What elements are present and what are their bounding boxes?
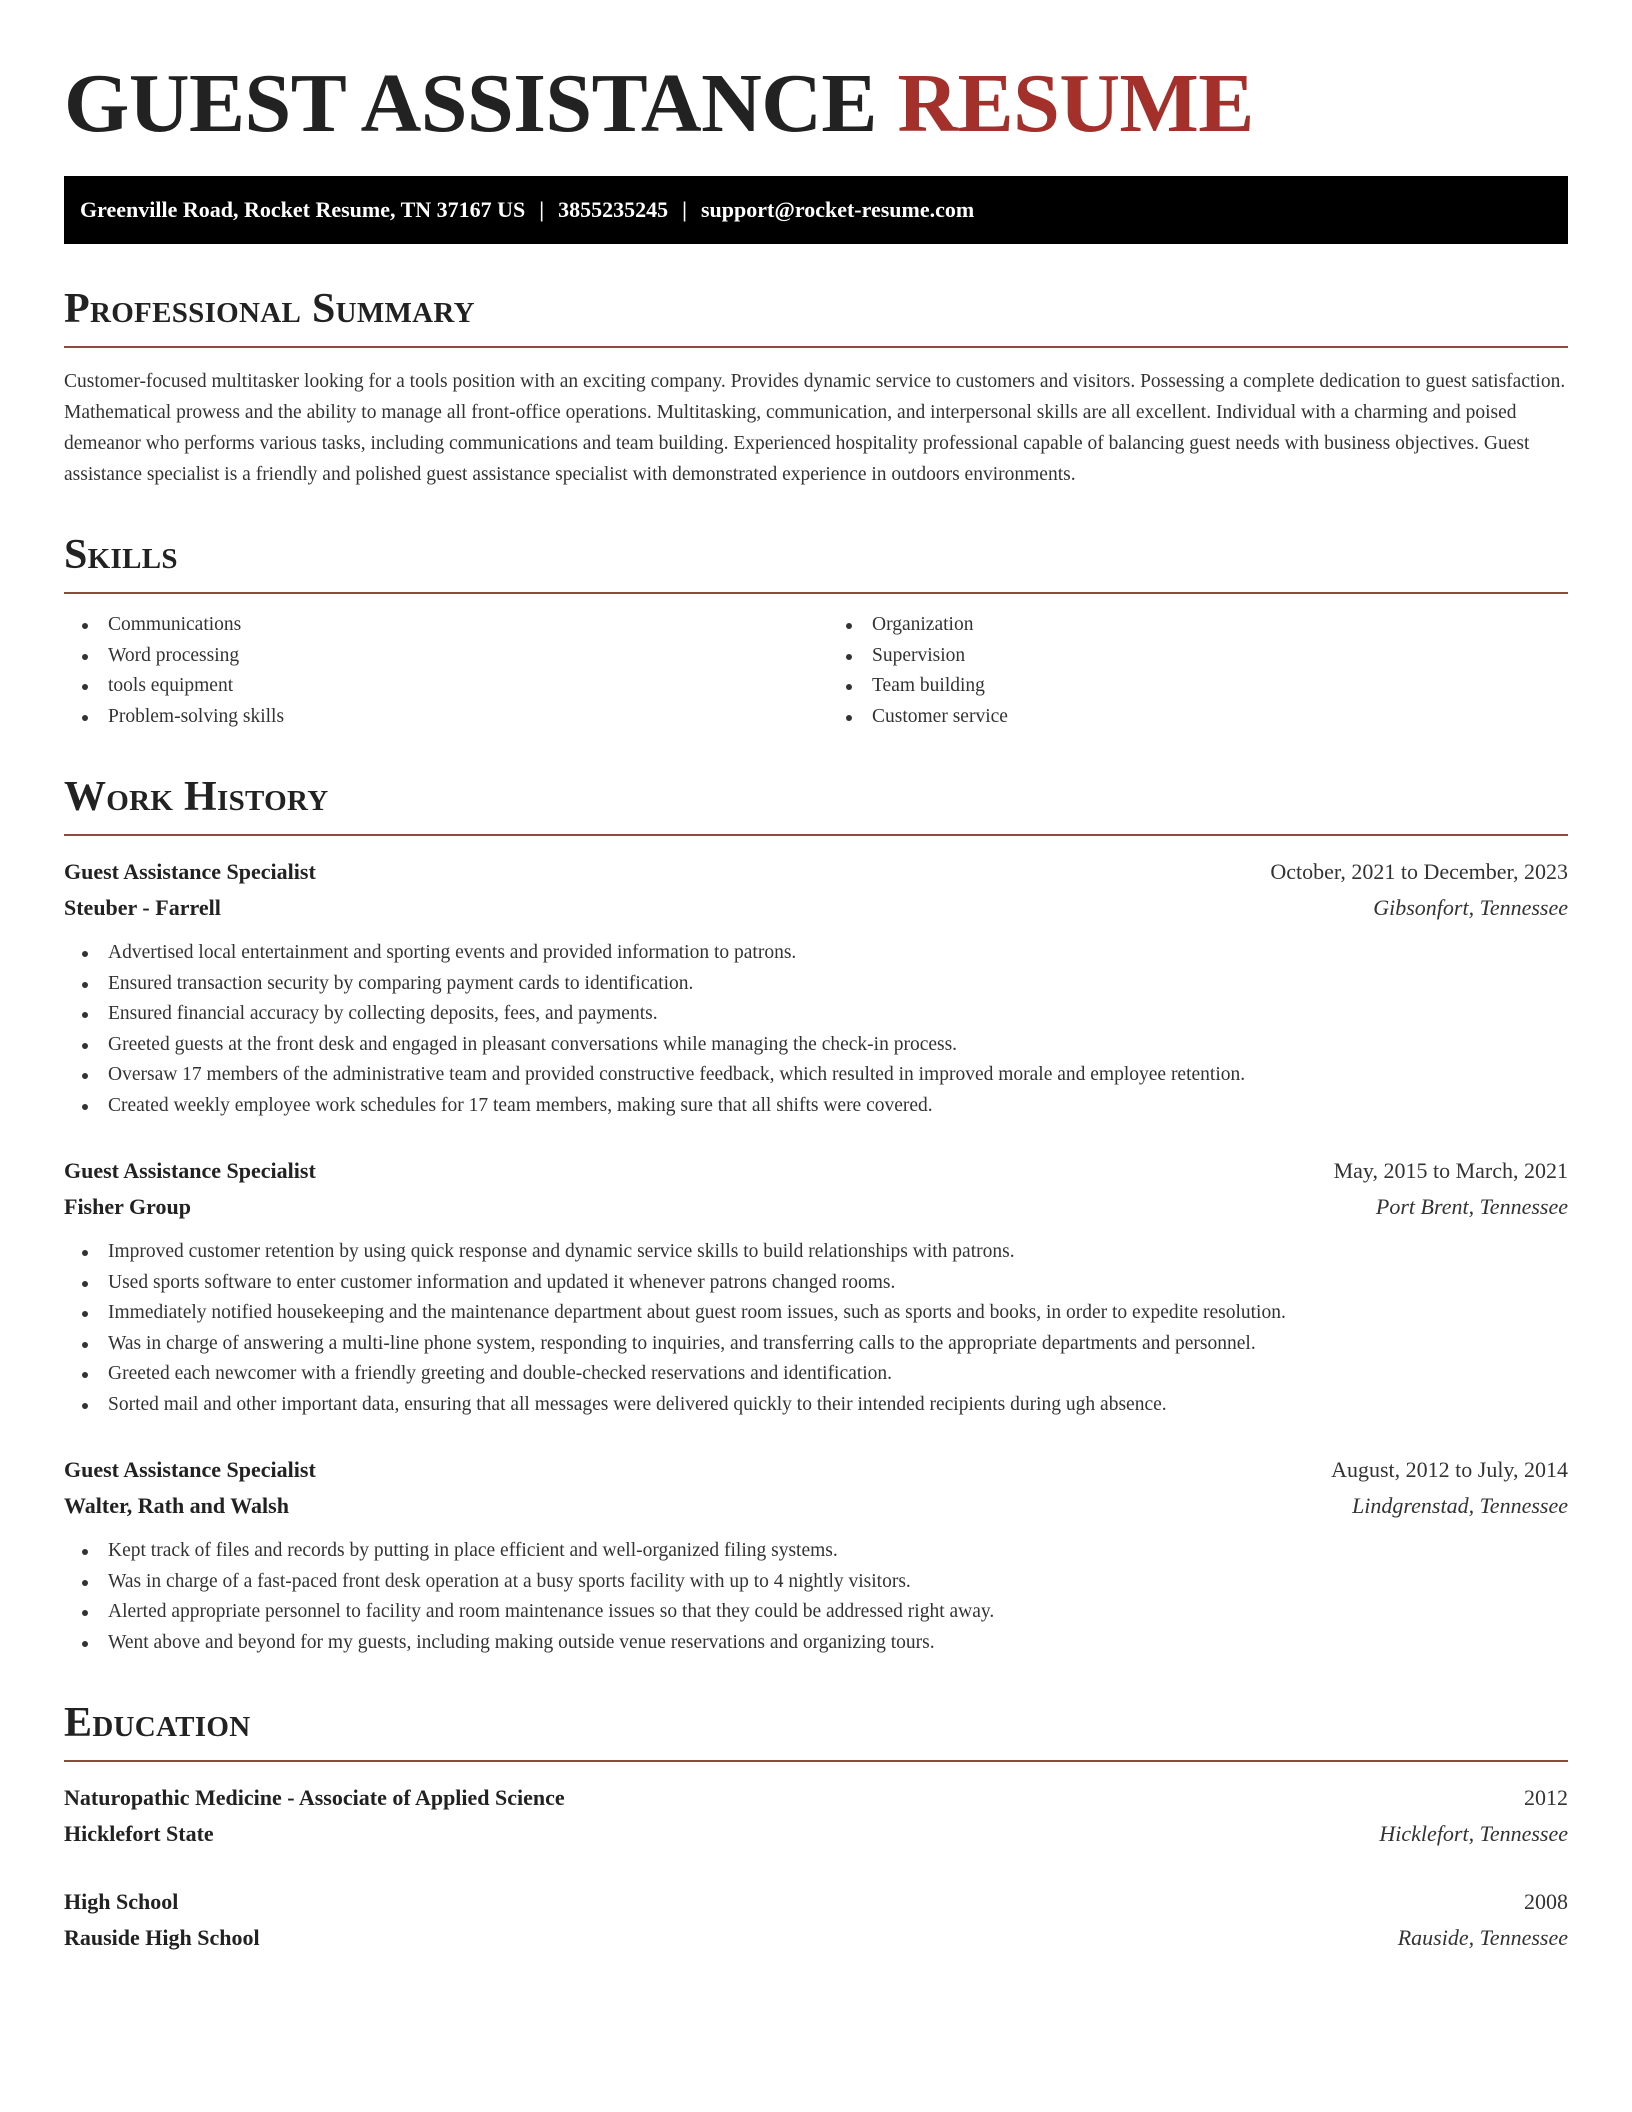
education-degree: High School [64, 1889, 179, 1914]
education-header-row [64, 1884, 1568, 1920]
job-bullet: Oversaw 17 members of the administrative team and provided constructive feedback, which resulted in improved morale and employee retention. [108, 1060, 1568, 1091]
job-bullet: Kept track of files and records by putting in place efficient and well-organized filing systems. [108, 1536, 1568, 1567]
job-entry [64, 1153, 1568, 1420]
skill-item: tools equipment [108, 671, 816, 702]
contact-separator: | [539, 197, 545, 222]
education-location: Hicklefort, Tennessee [1379, 1821, 1568, 1846]
job-header-row [64, 854, 1568, 890]
title-accent: RESUME [897, 57, 1254, 150]
work-history-section [64, 774, 1568, 1658]
education-school: Hicklefort State [64, 1821, 214, 1846]
job-dates: May, 2015 to March, 2021 [1333, 1158, 1568, 1183]
skill-item: Communications [108, 610, 816, 641]
job-title: Guest Assistance Specialist [64, 1158, 316, 1183]
summary-heading: Professional Summary [64, 286, 475, 332]
contact-address: Greenville Road, Rocket Resume, TN 37167 US [80, 197, 526, 222]
education-school-row [64, 1920, 1568, 1956]
job-location: Lindgrenstad, Tennessee [1352, 1493, 1568, 1518]
section-divider [64, 834, 1568, 836]
job-bullets [64, 938, 1568, 1121]
job-dates: August, 2012 to July, 2014 [1331, 1457, 1568, 1482]
job-bullet: Ensured transaction security by comparing payment cards to identification. [108, 969, 1568, 1000]
resume-title [64, 56, 1568, 166]
summary-text: Customer-focused multitasker looking for a tools position with an exciting company. Provides dynamic service to customers and visitors. Possessing a complete dedication to guest satisfaction. Mathematical prowess and the ability to manage all front-office operations. Multitasking, communication, and interpersonal skills are all excellent. Individual with a charming and poised demeanor who performs various tasks, including communications and team building. Experienced hospitality professional capable of balancing guest needs with business objectives. Guest assistance specialist is a friendly and polished guest assistance specialist with demonstrated experience in outdoors environments. [64, 371, 1566, 485]
job-title: Guest Assistance Specialist [64, 1457, 316, 1482]
job-company-row [64, 1189, 1568, 1225]
job-bullet: Was in charge of a fast-paced front desk operation at a busy sports facility with up to 4 nightly visitors. [108, 1567, 1568, 1598]
skills-grid [64, 610, 1568, 732]
skill-item: Supervision [872, 641, 1568, 672]
section-divider [64, 592, 1568, 594]
job-bullet: Created weekly employee work schedules for 17 team members, making sure that all shifts were covered. [108, 1091, 1568, 1122]
job-bullet: Ensured financial accuracy by collecting deposits, fees, and payments. [108, 999, 1568, 1030]
education-section [64, 1700, 1568, 1956]
education-entry [64, 1884, 1568, 1956]
education-degree: Naturopathic Medicine - Associate of Applied Science [64, 1785, 565, 1810]
job-company-row [64, 890, 1568, 926]
contact-phone: 3855235245 [558, 197, 669, 222]
job-bullet: Alerted appropriate personnel to facility and room maintenance issues so that they could be addressed right away. [108, 1597, 1568, 1628]
job-bullet: Immediately notified housekeeping and the maintenance department about guest room issues, such as sports and books, in order to expedite resolution. [108, 1298, 1568, 1329]
job-bullet: Advertised local entertainment and sporting events and provided information to patrons. [108, 938, 1568, 969]
job-entry [64, 1452, 1568, 1658]
education-heading: Education [64, 1700, 251, 1746]
skill-item: Problem-solving skills [108, 702, 816, 733]
job-header-row [64, 1153, 1568, 1189]
skill-item: Word processing [108, 641, 816, 672]
skill-item: Team building [872, 671, 1568, 702]
job-company-row [64, 1488, 1568, 1524]
job-bullet: Was in charge of answering a multi-line phone system, responding to inquiries, and transferring calls to the appropriate departments and personnel. [108, 1329, 1568, 1360]
job-bullets [64, 1237, 1568, 1420]
education-school: Rauside High School [64, 1925, 260, 1950]
job-bullet: Greeted guests at the front desk and engaged in pleasant conversations while managing the check-in process. [108, 1030, 1568, 1061]
job-bullet: Improved customer retention by using quick response and dynamic service skills to build relationships with patrons. [108, 1237, 1568, 1268]
title-main: GUEST ASSISTANCE [64, 57, 877, 150]
summary-section [64, 286, 1568, 490]
job-bullet: Greeted each newcomer with a friendly greeting and double-checked reservations and identification. [108, 1359, 1568, 1390]
education-header-row [64, 1780, 1568, 1816]
job-bullet: Used sports software to enter customer information and updated it whenever patrons changed rooms. [108, 1268, 1568, 1299]
skills-list-right [816, 610, 1568, 732]
job-bullet: Went above and beyond for my guests, including making outside venue reservations and organizing tours. [108, 1628, 1568, 1659]
contact-bar [64, 176, 1568, 244]
job-company: Walter, Rath and Walsh [64, 1493, 289, 1518]
education-location: Rauside, Tennessee [1397, 1925, 1568, 1950]
education-year: 2012 [1524, 1785, 1568, 1810]
skills-heading: Skills [64, 532, 178, 578]
job-bullets [64, 1536, 1568, 1658]
section-divider [64, 1760, 1568, 1762]
skill-item: Organization [872, 610, 1568, 641]
skills-list-left [64, 610, 816, 732]
job-entry [64, 854, 1568, 1121]
job-header-row [64, 1452, 1568, 1488]
work-history-heading: Work History [64, 774, 329, 820]
job-location: Gibsonfort, Tennessee [1373, 895, 1568, 920]
skill-item: Customer service [872, 702, 1568, 733]
contact-separator: | [682, 197, 687, 222]
job-dates: October, 2021 to December, 2023 [1270, 859, 1568, 884]
job-company: Steuber - Farrell [64, 895, 221, 920]
section-divider [64, 346, 1568, 348]
job-company: Fisher Group [64, 1194, 191, 1219]
education-school-row [64, 1816, 1568, 1852]
contact-email: support@rocket-resume.com [701, 197, 975, 222]
education-year: 2008 [1524, 1889, 1568, 1914]
job-bullet: Sorted mail and other important data, ensuring that all messages were delivered quickly to their intended recipients during ugh absence. [108, 1390, 1568, 1421]
job-title: Guest Assistance Specialist [64, 859, 316, 884]
job-location: Port Brent, Tennessee [1375, 1194, 1568, 1219]
education-entry [64, 1780, 1568, 1852]
skills-section [64, 532, 1568, 732]
